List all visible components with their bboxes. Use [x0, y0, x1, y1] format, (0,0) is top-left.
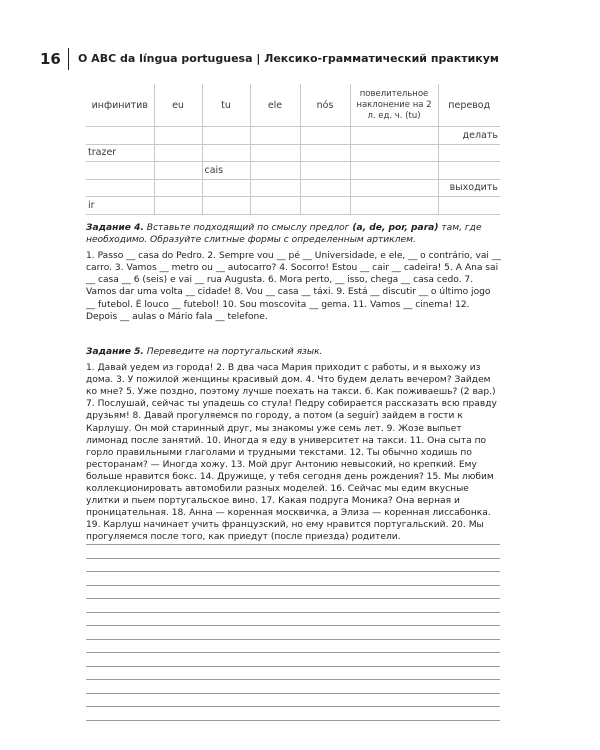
table-cell: [86, 162, 154, 180]
task-5-label: Задание 5.: [86, 347, 144, 357]
answer-line: [86, 625, 500, 626]
answer-line: [86, 585, 500, 586]
table-cell: [350, 162, 438, 180]
answer-line: [86, 598, 500, 599]
task-4-label: Задание 4.: [86, 223, 144, 233]
table-cell: [154, 197, 202, 215]
task-5-exercise-text: 1. Давай уедем из города! 2. В два часа Мария приходит с работы, и я выхожу из дома. 3. У пожилой женщины красивый дом. 4. Что будем делать вечером? Зайдем ко мне? 5. Уже поздно, поэтому лучше поехать на такси. 6. Как поживаешь? (2 вар.) 7. Послушай, сейчас ты упадешь со стула! Педру собирается рассказать всю правду друзьям! 8. Давай прогуляемся по городу, а потом (a seguir) зайдем в гости к Карлушу. Он мой старинный друг, мы знакомы уже семь лет. 9. Жозе выпьет лимонад после занятий. 10. Иногда я еду в университет на такси. 11. Она сыта по горло правильными глаголами и трудными текстами. 12. Ты обычно ходишь по ресторанам? — Иногда хожу. 13. Мой друг Антонию невысокий, но крепкий. Ему больше нравится бокс. 14. Дружище, у тебя сегодня день рождения? 15. Мы любим коллекционировать автомобили разных моделей. 16. Сейчас мы едим вкусные улитки и пьем португальское вино. 17. Какая подруга Моника? Она верная и проницательная. 18. Анна — коренная москвичка, а Элиза — коренная лиссабонка. 19. Карлуш начинает учить французский, но ему нравится португальский. 20. Мы прогуляемся после того, как приедут (после приезда) родители.: [86, 363, 497, 543]
book-title: O ABC da língua portuguesa | Лексико-грамматический практикум: [78, 52, 499, 65]
table-cell: [300, 144, 350, 162]
table-cell: [438, 144, 500, 162]
answer-line: [86, 720, 500, 721]
answer-line: [86, 639, 500, 640]
table-cell: trazer: [86, 144, 154, 162]
table-cell: [300, 127, 350, 145]
table-header-cell: nós: [300, 84, 350, 127]
table-row: [86, 127, 500, 145]
table-cell: cais: [202, 162, 250, 180]
table-cell: [300, 179, 350, 197]
task-5-heading: [86, 346, 502, 358]
table-header-cell: eu: [154, 84, 202, 127]
table-cell: [350, 197, 438, 215]
answer-lines: [86, 544, 500, 733]
table-cell: [438, 197, 500, 215]
page-number: 16: [40, 50, 61, 68]
table-cell: [250, 144, 300, 162]
table-cell: [300, 197, 350, 215]
answer-line: [86, 544, 500, 545]
table-cell: [438, 162, 500, 180]
answer-line: [86, 612, 500, 613]
task-4-instruction-a: Вставьте подходящий по смыслу предлог: [143, 223, 353, 233]
table-cell: [202, 127, 250, 145]
task-4-prepositions: (a, de, por, para): [352, 223, 439, 233]
table-cell: [350, 127, 438, 145]
task-5-instruction: Переведите на португальский язык.: [143, 347, 323, 357]
table-cell: [350, 179, 438, 197]
answer-line: [86, 571, 500, 572]
task-4-heading: [86, 222, 502, 246]
table-cell: [86, 127, 154, 145]
table-cell: [250, 179, 300, 197]
answer-line: [86, 558, 500, 559]
table-cell: [154, 179, 202, 197]
task-5: [86, 346, 502, 544]
table-header-cell: tu: [202, 84, 250, 127]
table-cell: [154, 162, 202, 180]
table-cell: [202, 179, 250, 197]
table-header-row: [86, 84, 500, 127]
task-4-instruction-b: там, где необходимо. Образуйте слитные формы с определенным артиклем.: [86, 223, 482, 246]
conjugation-table: [86, 84, 500, 215]
table-cell: выходить: [438, 179, 500, 197]
table-row: [86, 144, 500, 162]
table-cell: [86, 179, 154, 197]
header-divider: [68, 48, 69, 70]
answer-line: [86, 666, 500, 667]
answer-line: [86, 652, 500, 653]
table-cell: [202, 144, 250, 162]
table-cell: [250, 197, 300, 215]
task-4-exercise-text: 1. Passo __ casa do Pedro. 2. Sempre vou __ pé __ Universidade, e ele, __ o contrário, vai __ carro. 3. Vamos __ metro ou __ autocarro? 4. Socorro! Estou __ cair __ cadeira! 5. A Ana sai __ casa __ 6 (seis) e vai __ rua Augusta. 6. Mora perto, __ isso, chega __ casa cedo. 7. Vamos dar uma volta __ cidade! 8. Vou __ casa __ táxi. 9. Está __ discutir __ o último jogo __ futebol. É louco __ futebol! 10. Sou moscovita __ gema. 11. Vamos __ cinema! 12. Depois __ aulas o Mário fala __ telefone.: [86, 251, 501, 322]
answer-line: [86, 693, 500, 694]
table-cell: [250, 127, 300, 145]
table-header-cell: перевод: [438, 84, 500, 127]
table-cell: [154, 144, 202, 162]
table-cell: делать: [438, 127, 500, 145]
page-header: [40, 48, 560, 70]
table-header-cell: ele: [250, 84, 300, 127]
answer-line: [86, 679, 500, 680]
table-row: [86, 162, 500, 180]
table-cell: [202, 197, 250, 215]
answer-line: [86, 706, 500, 707]
table-header-cell: инфинитив: [86, 84, 154, 127]
table-header-cell: повелительное наклонение на 2 л. ед. ч. (tu): [350, 84, 438, 127]
table-cell: [154, 127, 202, 145]
table-cell: [350, 144, 438, 162]
task-4: [86, 222, 502, 323]
table-cell: [300, 162, 350, 180]
table-row: [86, 197, 500, 215]
table-cell: ir: [86, 197, 154, 215]
table-cell: [250, 162, 300, 180]
table-row: [86, 179, 500, 197]
